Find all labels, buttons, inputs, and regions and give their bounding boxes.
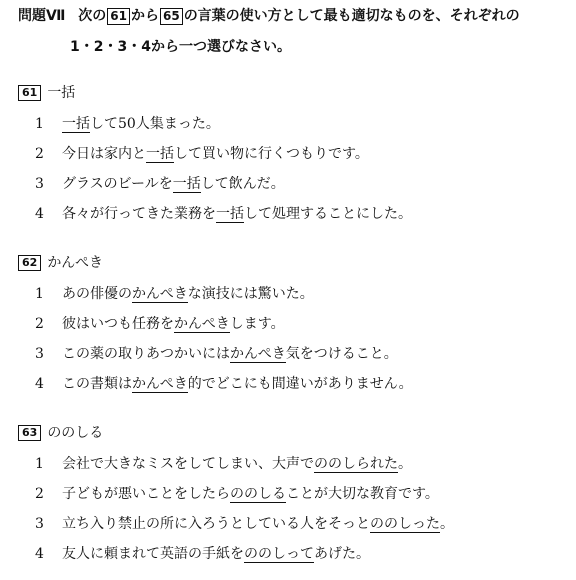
option-text-pre: 立ち入り禁止の所に入ろうとしている人をそっと <box>62 516 370 532</box>
underlined-word: 一括 <box>146 146 174 162</box>
option-62-1 <box>35 284 314 304</box>
option-number: 2 <box>35 146 44 162</box>
option-text-post: して50人集まった。 <box>90 116 220 132</box>
underlined-word: かんぺき <box>230 346 286 362</box>
underlined-word: 一括 <box>216 206 244 222</box>
option-text-pre: あの俳優の <box>62 286 132 302</box>
range-end-box: 65 <box>160 8 183 25</box>
option-number: 4 <box>35 546 44 562</box>
instruction-line-1 <box>18 6 520 26</box>
underlined-word: ののしった <box>370 516 440 532</box>
option-63-3 <box>35 514 454 534</box>
option-text-post: します。 <box>229 316 285 332</box>
option-63-4 <box>35 544 370 564</box>
option-number: 1 <box>35 456 44 472</box>
option-text-post: な演技には驚いた。 <box>187 286 314 302</box>
option-number: 3 <box>35 176 44 192</box>
underlined-word: かんぺき <box>132 286 188 302</box>
underlined-word: 一括 <box>62 116 90 132</box>
question-word: 一括 <box>47 85 76 101</box>
option-text-post: 。 <box>398 456 412 472</box>
option-62-4 <box>35 374 413 394</box>
option-text-pre: 友人に頼まれて英語の手紙を <box>62 546 244 562</box>
question-word: ののしる <box>47 425 104 441</box>
option-number: 1 <box>35 116 44 132</box>
option-text-post: 。 <box>440 516 454 532</box>
option-text-post: あげた。 <box>314 546 370 562</box>
option-text-post: して買い物に行くつもりです。 <box>174 146 369 162</box>
underlined-word: かんぺき <box>132 376 188 392</box>
question-word: かんぺき <box>47 255 104 271</box>
option-text-pre: この書類は <box>62 376 132 392</box>
option-text-post: ことが大切な教育です。 <box>286 486 439 502</box>
option-number: 4 <box>35 376 44 392</box>
option-text-pre: この薬の取りあつかいには <box>62 346 230 362</box>
question-number-box: 61 <box>18 85 41 101</box>
option-number: 3 <box>35 516 44 532</box>
question-61-heading <box>18 83 75 103</box>
option-text-post: して処理することにした。 <box>244 206 412 222</box>
instruction-pre: 次の <box>78 8 107 24</box>
option-61-4 <box>35 204 412 224</box>
question-number-box: 63 <box>18 425 41 441</box>
range-start-box: 61 <box>107 8 130 25</box>
instruction-mid: から <box>130 8 159 24</box>
option-text-pre: 子どもが悪いことをしたら <box>62 486 230 502</box>
option-62-2 <box>35 314 285 334</box>
option-text-pre: 各々が行ってきた業務を <box>62 206 216 222</box>
option-text-post: 気をつけること。 <box>285 346 398 362</box>
problem-label: 問題Ⅶ <box>18 8 66 24</box>
option-61-1 <box>35 114 220 134</box>
option-63-1 <box>35 454 412 474</box>
option-text-pre: グラスのビールを <box>62 176 173 192</box>
underlined-word: かんぺき <box>174 316 230 332</box>
underlined-word: ののしられた <box>314 456 398 472</box>
option-63-2 <box>35 484 439 504</box>
option-text-pre: 今日は家内と <box>62 146 146 162</box>
option-62-3 <box>35 344 398 364</box>
option-number: 2 <box>35 486 44 502</box>
question-number-box: 62 <box>18 255 41 271</box>
underlined-word: 一括 <box>172 176 201 192</box>
option-text-pre: 彼はいつも任務を <box>62 316 174 332</box>
question-63-heading <box>18 423 103 443</box>
option-61-3 <box>35 174 285 194</box>
option-number: 2 <box>35 316 44 332</box>
option-number: 1 <box>35 286 44 302</box>
option-61-2 <box>35 144 369 164</box>
instruction-post: の言葉の使い方として最も適切なものを、それぞれの <box>183 8 520 24</box>
option-text-pre: 会社で大きなミスをしてしまい、大声で <box>62 456 314 472</box>
option-number: 3 <box>35 346 44 362</box>
underlined-word: ののしる <box>230 486 286 502</box>
option-text-post: して飲んだ。 <box>200 176 285 192</box>
option-number: 4 <box>35 206 44 222</box>
underlined-word: ののしって <box>244 546 314 562</box>
question-62-heading <box>18 253 103 273</box>
option-text-post: 的でどこにも間違いがありません。 <box>187 376 413 392</box>
instruction-line-2: 1・2・3・4から一つ選びなさい。 <box>70 39 291 55</box>
